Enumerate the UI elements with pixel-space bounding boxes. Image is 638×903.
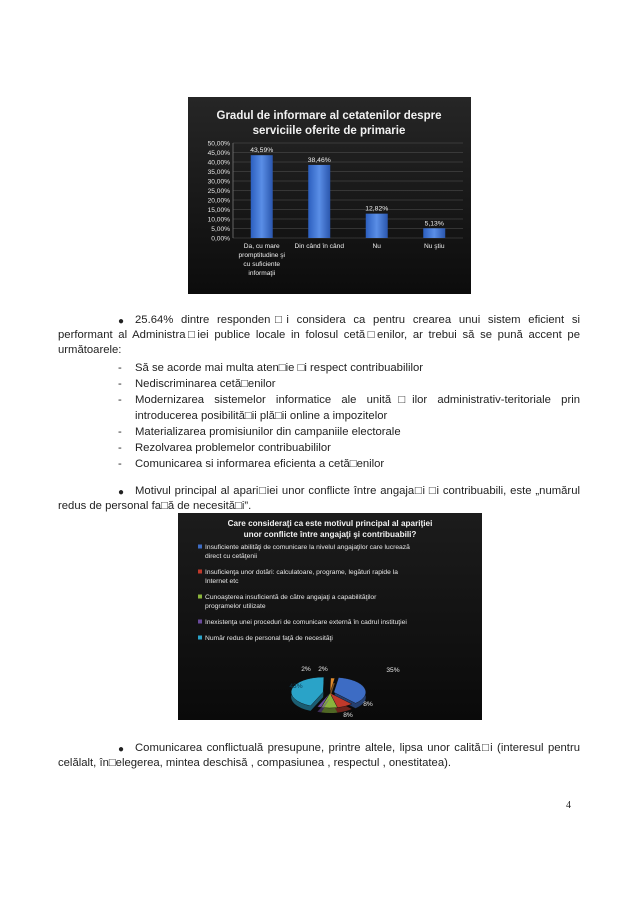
y-tick-label: 30,00%: [207, 178, 230, 186]
pie-chart-svg: [178, 513, 482, 720]
bar: [423, 228, 445, 238]
bullet-2-line-1: Motivul principal al apari□iei unor conflicte între angaja□i □i contribuabili, este „numărul: [135, 485, 580, 497]
chart-conflicte: [178, 513, 482, 720]
slice-label: 8%: [343, 712, 353, 719]
legend-swatch: [198, 570, 202, 574]
list-item: Comunicarea si informarea eficienta a cetă□enilor: [135, 458, 385, 470]
bullet-3-line-2: celălalt, în□elegerea, mintea deschisă , compasiunea , respectul , onestitatea).: [58, 757, 452, 769]
chart-title-line-2: unor conflicte între angajaţi şi contribuabili?: [243, 530, 417, 539]
legend-label: direct cu cetăţenii: [205, 553, 258, 560]
chart-title-line-2: serviciile oferite de primarie: [252, 125, 406, 137]
list-item: Modernizarea sistemelor informatice ale unită□ilor administrativ-teritoriale prin: [135, 394, 580, 406]
y-tick-label: 45,00%: [207, 150, 230, 157]
bullet-1-line-3: următoarele:: [58, 344, 122, 356]
category-label: promptitudine şi: [238, 252, 286, 259]
legend-swatch: [198, 595, 202, 599]
legend-label: Insuficiente abilităţi de comunicare la nivelul angajaţilor care lucrează: [205, 544, 410, 551]
chart-informare: [188, 97, 471, 294]
slice-label: 2%: [318, 666, 328, 673]
y-tick-label: 0,00%: [211, 235, 230, 243]
y-tick-label: 35,00%: [207, 169, 230, 176]
data-label: 5,13%: [424, 220, 444, 228]
bullet-dot: ●: [118, 744, 125, 755]
chart-title-line-1: Gradul de informare al cetatenilor despre: [216, 110, 442, 122]
dash-marker: -: [118, 458, 122, 470]
list-item-continuation: introducerea posibilită□ii plă□ii online a impozitelor: [135, 410, 388, 422]
legend-swatch: [198, 545, 202, 549]
category-label: Nu ştiu: [423, 243, 445, 250]
list-item: Să se acorde mai multa aten□ie □i respect contribuabililor: [135, 362, 424, 374]
legend-swatch: [198, 620, 202, 624]
bullet-2-line-2: redus de personal fa□ă de necesită□i”.: [58, 500, 252, 512]
list-item: Nediscriminarea cetă□enilor: [135, 378, 276, 390]
legend-label: Număr redus de personal faţă de necesităţi: [205, 635, 333, 642]
chart-title-line-1: Care consideraţi ca este motivul principal al apariţiei: [227, 519, 433, 528]
bullet-1-line-2: performant al Administra□iei publice locale in folosul cetă□enilor, ar trebui să se pună accent pe: [58, 329, 580, 341]
slice-label: 43%: [289, 683, 303, 690]
slice-label: 2%: [301, 666, 311, 673]
y-tick-label: 25,00%: [207, 188, 230, 195]
slice-label: 8%: [363, 701, 373, 708]
bar-chart-svg: [188, 97, 471, 294]
legend-label: Insuficienţa unor dotări: calculatoare, programe, legături rapide la: [205, 569, 398, 576]
legend-label: Inexistenţa unei proceduri de comunicare externă în cadrul instituţiei: [205, 619, 407, 626]
category-label: Nu: [372, 243, 381, 250]
category-label: cu suficiente: [243, 261, 281, 268]
y-tick-label: 40,00%: [207, 159, 230, 167]
data-label: 43,59%: [250, 147, 274, 155]
legend-label: Internet etc: [205, 578, 239, 585]
list-item: Rezolvarea problemelor contribuabililor: [135, 442, 331, 454]
y-tick-label: 10,00%: [207, 216, 230, 224]
legend-label: programelor utilizate: [205, 603, 266, 610]
y-tick-label: 5,00%: [211, 226, 230, 233]
dash-marker: -: [118, 426, 122, 438]
bar: [251, 155, 273, 238]
bullet-3-line-1: Comunicarea conflictuală presupune, printre altele, lipsa unor calită□i (interesul pentru: [135, 742, 580, 754]
page-number: 4: [566, 800, 571, 811]
y-tick-label: 50,00%: [207, 140, 230, 148]
legend-swatch: [198, 636, 202, 640]
dash-marker: -: [118, 442, 122, 454]
category-label: Da, cu mare: [243, 243, 280, 250]
y-tick-label: 20,00%: [207, 197, 230, 205]
dash-marker: -: [118, 362, 122, 374]
y-tick-label: 15,00%: [207, 207, 230, 214]
bar: [366, 214, 388, 238]
dash-marker: -: [118, 378, 122, 390]
bar: [308, 165, 330, 238]
dash-marker: -: [118, 394, 122, 406]
bullet-1-line-1: 25.64% dintre responden□i considera ca pentru crearea unui sistem eficient si: [135, 314, 580, 326]
data-label: 38,46%: [307, 156, 331, 164]
slice-label: 35%: [386, 667, 400, 674]
bullet-dot: ●: [118, 487, 125, 498]
list-item: Materializarea promisiunilor din campaniile electorale: [135, 426, 401, 438]
data-label: 12,82%: [365, 205, 389, 213]
category-label: Din când în când: [294, 243, 344, 250]
legend-label: Cunoaşterea insuficientă de către angajaţi a capabilităţilor: [205, 594, 377, 601]
bullet-dot: ●: [118, 316, 125, 327]
category-label: informaţii: [248, 270, 276, 277]
